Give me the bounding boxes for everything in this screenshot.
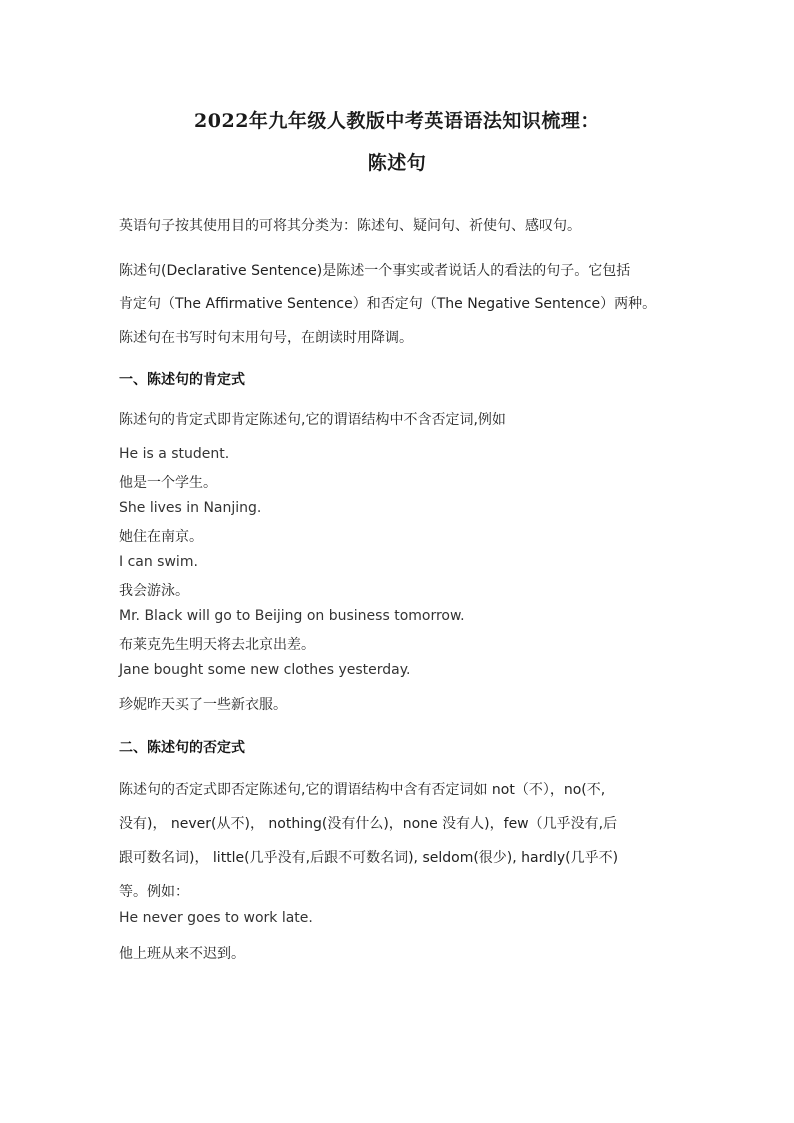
example-zh: 珍妮昨天买了一些新衣服。 [119, 697, 287, 713]
section2-description-line-3: 跟可数名词)， little(几乎没有,后跟不可数名词), seldom(很少), hardly(几乎不) [119, 850, 619, 866]
definition-line-1: 陈述句(Declarative Sentence)是陈述一个事实或者说话人的看法的句子。它包括 [119, 263, 631, 279]
document-title-line1: 2022年九年级人教版中考英语语法知识梳理： [194, 110, 600, 132]
example-zh: 他是一个学生。 [119, 475, 217, 491]
definition-line-2: 肯定句（The Affirmative Sentence）和否定句（The Negative Sentence）两种。 [119, 296, 657, 312]
definition-line-3: 陈述句在书写时句末用句号，在朗读时用降调。 [119, 330, 413, 346]
section2-description-line-2: 没有)， never(从不)， nothing(没有什么)，none 没有人)，few（几乎没有,后 [119, 816, 618, 832]
document-title-line2: 陈述句 [367, 152, 427, 174]
intro-paragraph: 英语句子按其使用目的可将其分类为：陈述句、疑问句、祈使句、感叹句。 [119, 218, 581, 234]
example-zh: 他上班从来不迟到。 [119, 946, 245, 962]
example-en: He never goes to work late. [119, 910, 313, 926]
section2-description-line-1: 陈述句的否定式即否定陈述句,它的谓语结构中含有否定词如 not（不），no(不, [119, 782, 606, 798]
section2-heading: 二、陈述句的否定式 [119, 740, 245, 756]
example-en: She lives in Nanjing. [119, 500, 262, 516]
example-en: He is a student. [119, 446, 230, 462]
section1-heading: 一、陈述句的肯定式 [119, 372, 245, 388]
example-en: I can swim. [119, 554, 198, 570]
example-zh: 我会游泳。 [119, 583, 189, 599]
section2-description-line-4: 等。例如： [119, 884, 189, 900]
example-zh: 她住在南京。 [119, 529, 203, 545]
example-en: Jane bought some new clothes yesterday. [119, 662, 411, 678]
section1-description: 陈述句的肯定式即肯定陈述句,它的谓语结构中不含否定词,例如 [119, 412, 506, 428]
example-en: Mr. Black will go to Beijing on business tomorrow. [119, 608, 465, 624]
example-zh: 布莱克先生明天将去北京出差。 [119, 637, 315, 653]
